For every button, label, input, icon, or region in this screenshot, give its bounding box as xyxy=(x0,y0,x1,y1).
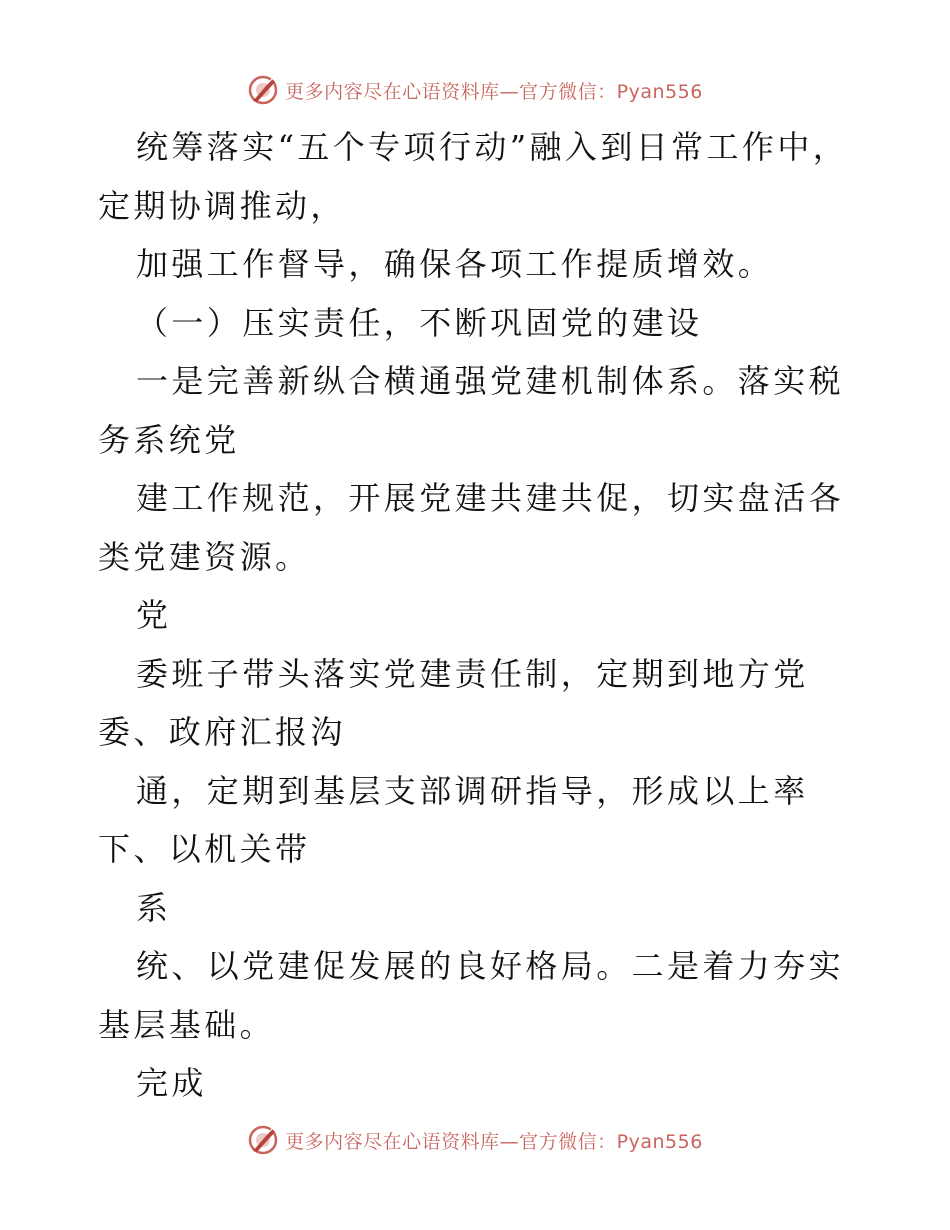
paragraph: 统筹落实“五个专项行动”融入到日常工作中，定期协调推动， xyxy=(98,128,849,225)
header-watermark xyxy=(0,70,950,110)
paragraph: 委班子带头落实党建责任制，定期到地方党委、政府汇报沟 xyxy=(98,654,809,751)
paragraph: 建工作规范，开展党建共建共促，切实盘活各类党建资源。 xyxy=(98,479,845,576)
quill-pen-logo-icon xyxy=(247,1124,279,1156)
section-heading: （一）压实责任，不断巩固党的建设 xyxy=(136,303,703,342)
paragraph: 通，定期到基层支部调研指导，形成以上率下、以机关带 xyxy=(98,771,809,868)
footer-watermark xyxy=(0,1120,950,1160)
paragraph: 一是完善新纵合横通强党建机制体系。落实税务系统党 xyxy=(98,362,845,459)
paragraph: 系 xyxy=(136,888,172,927)
watermark-text: 更多内容尽在心语资料库—官方微信：Pyan556 xyxy=(285,80,703,103)
paragraph: 党 xyxy=(136,596,172,634)
document-body xyxy=(98,118,858,1113)
watermark-text: 更多内容尽在心语资料库—官方微信：Pyan556 xyxy=(285,1130,703,1153)
quill-pen-logo-icon xyxy=(247,74,279,106)
paragraph: 加强工作督导，确保各项工作提质增效。 xyxy=(136,245,774,283)
paragraph: 完成 xyxy=(136,1064,207,1102)
paragraph: 统、以党建促发展的良好格局。二是着力夯实基层基础。 xyxy=(98,947,845,1044)
